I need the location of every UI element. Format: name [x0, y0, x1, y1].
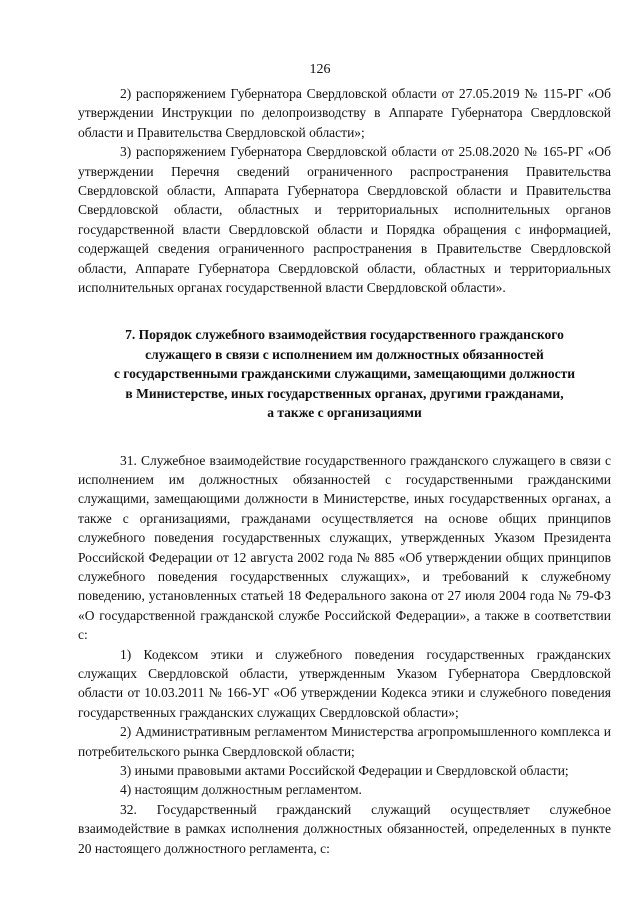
section-heading-line: служащего в связи с исполнением им должностных обязанностей	[145, 346, 544, 362]
list-item-this-regulation: 4) настоящим должностным регламентом.	[120, 782, 362, 798]
document-body	[78, 84, 611, 858]
paragraph-31: 31. Служебное взаимодействие государственного гражданского служащего в связи с исполнением им должностных обязанностей с государственными гражданскими служащими, замещающими должности в Министерстве, иных государственных органах, а также с организациями, гражданами осуществляется на основе общих принципов служебного поведения государственных служащих, утвержденных Указом Президента Российской Федерации от 12 августа 2002 года № 885 «Об утверждении общих принципов служебного поведения государственных служащих», и требований к служебному поведению, установленных статьей 18 Федерального закона от 27 июля 2004 года № 79-ФЗ «О государственной гражданской службе Российской Федерации», а также в соответствии с:	[78, 452, 611, 643]
list-item-order-2019: 2) распоряжением Губернатора Свердловской области от 27.05.2019 № 115-РГ «Об утверждении Инструкции по делопроизводству в Аппарате Губернатора Свердловской области и Правительства Свердловской области»;	[78, 86, 611, 140]
list-item-other-acts: 3) иными правовыми актами Российской Федерации и Свердловской области;	[120, 763, 569, 778]
section-heading-line: с государственными гражданскими служащими, замещающими должности	[113, 366, 576, 382]
section-heading-line: в Министерстве, иных государственных органах, другими гражданами,	[125, 385, 564, 401]
paragraph-32: 32. Государственный гражданский служащий осуществляет служебное взаимодействие в рамках исполнения должностных обязанностей, определенных в пункте 20 настоящего должностного регламента, с:	[78, 801, 611, 856]
list-item-code-of-ethics: 1) Кодексом этики и служебного поведения государственных гражданских служащих Свердловской области, утвержденным Указом Губернатора Свердловской области от 10.03.2011 № 166-УГ «Об утверждении Кодекса этики и служебного поведения государственных гражданских служащих Свердловской области»;	[78, 646, 611, 720]
list-item-admin-regulation: 2) Административным регламентом Министерства агропромышленного комплекса и потребительского рынка Свердловской области;	[78, 724, 611, 759]
section-heading	[78, 325, 611, 422]
section-heading-line: а также с организациями	[267, 405, 422, 421]
list-item-order-2020: 3) распоряжением Губернатора Свердловской области от 25.08.2020 № 165-РГ «Об утверждении Перечня сведений ограниченного распространения Правительства Свердловской области, Аппарата Губернатора Свердловской области и Правительства Свердловской области, областных и территориальных исполнительных органов государственной власти Свердловской области и Порядка обращения с информацией, содержащей сведения ограниченного распространения в Правительстве Свердловской области, Аппарате Губернатора Свердловской области, областных и территориальных исполнительных органах государственной власти Свердловской области».	[78, 144, 611, 296]
page-number: 126	[309, 62, 331, 77]
section-heading-line: 7. Порядок служебного взаимодействия государственного гражданского	[125, 327, 564, 343]
